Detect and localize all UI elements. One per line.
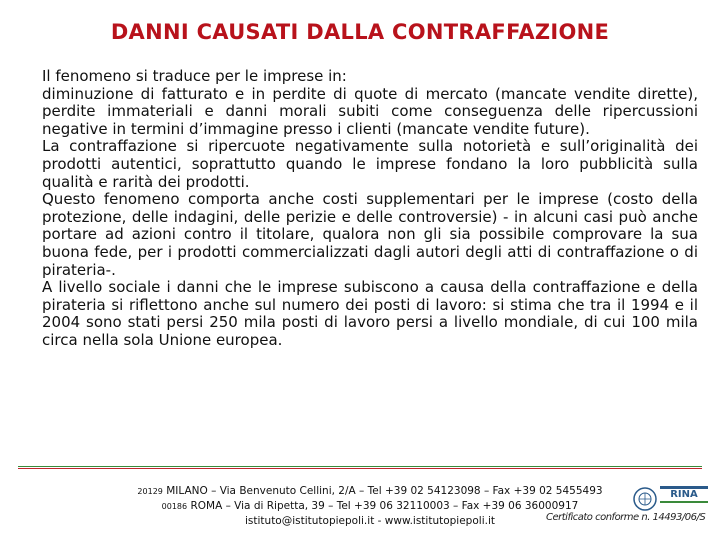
certification-text: Certificato conforme n. 14493/06/S [546,512,706,523]
paragraph-intro: Il fenomeno si traduce per le imprese in: [42,67,347,85]
paragraph-jobs-lost: A livello sociale i danni che le imprese subiscono a causa della contraffazione e della pirateria si riflettono anche sul numero dei posti di lavoro: si stima che tra il 1994 e il 2004 sono stati persi 250 mila posti di lavoro persi a livello mondiale, di cui 100 mila circa nella sola Unione europea. [42,278,698,349]
footer-roma-cap: 00186 [161,502,188,511]
footer-milano-text: MILANO – Via Benvenuto Cellini, 2/A – Tel +39 02 54123098 – Fax +39 02 5455493 [166,485,603,497]
footer-milano-line [110,484,630,499]
slide-title: DANNI CAUSATI DALLA CONTRAFFAZIONE [110,20,610,44]
footer-milano-cap: 20129 [137,487,163,496]
footer-divider [18,466,702,469]
rina-logo-text: RINA [670,489,698,500]
slide-body [42,68,698,350]
certification-seal-icon [632,486,658,512]
footer-contacts: istituto@istitutopiepoli.it - www.istitutopiepoli.it [245,515,495,527]
paragraph-revenue-loss: diminuzione di fatturato e in perdite di quote di mercato (mancate vendite dirette), perdite immateriali e danni morali subiti come conseguenza delle ripercussioni negative in termini d’immagine presso i clienti (mancate vendite future). [42,84,698,138]
rina-logo [660,486,708,510]
paragraph-extra-costs: Questo fenomeno comporta anche costi supplementari per le imprese (costo della protezione, delle indagini, delle perizie e delle controversie) - in alcuni casi può anche portare ad azioni contro il titolare, qualora non gli sia possibile comprovare la sua buona fede, per i prodotti commercializzati dagli autori degli atti di contraffazione o di pirateria-. [42,190,698,279]
footer-roma-text: ROMA – Via di Ripetta, 39 – Tel +39 06 32110003 – Fax +39 06 36000917 [190,500,579,512]
paragraph-reputation: La contraffazione si ripercuote negativamente sulla notorietà e sull’originalità dei prodotti autentici, soprattutto quando le imprese fondano la loro pubblicità sulla qualità e rarità dei prodotti. [42,137,698,191]
